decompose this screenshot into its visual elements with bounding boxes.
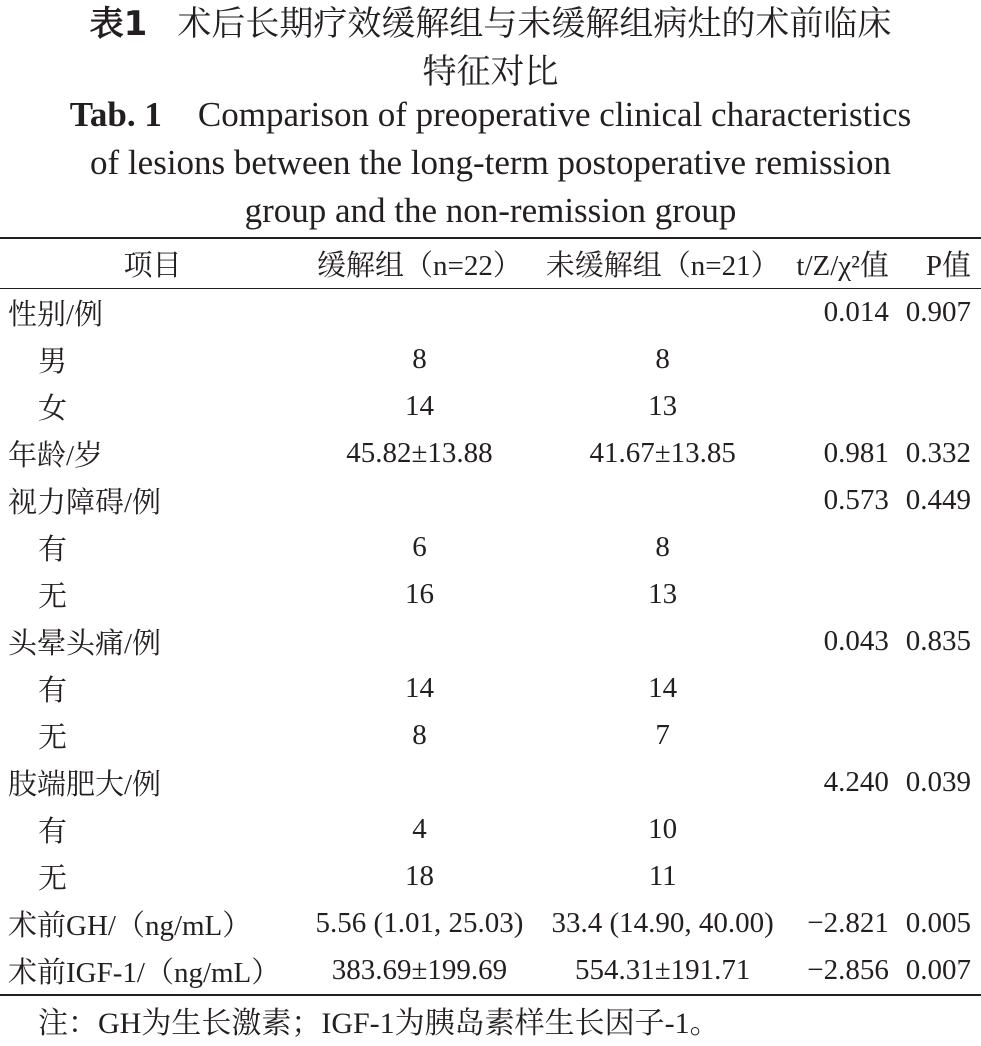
table-body bbox=[0, 289, 981, 996]
cell-non-remission bbox=[534, 759, 792, 806]
table-row bbox=[0, 759, 981, 806]
table-title-chinese bbox=[0, 0, 981, 97]
header-item: 项目 bbox=[123, 250, 182, 282]
cell-item: 肢端肥大/例 bbox=[8, 769, 162, 801]
cell-statistic: −2.821 bbox=[807, 907, 889, 939]
cell-non-remission: 33.4 (14.90, 40.00) bbox=[551, 907, 774, 939]
title-en-line-3: group and the non-remission group bbox=[244, 191, 737, 230]
cell-item: 男 bbox=[38, 346, 68, 378]
cell-remission: 6 bbox=[412, 531, 427, 563]
cell-item: 无 bbox=[38, 863, 68, 895]
cell-remission bbox=[305, 477, 534, 524]
cell-item: 性别/例 bbox=[8, 299, 104, 331]
cell-non-remission: 14 bbox=[648, 672, 678, 704]
cell-non-remission: 10 bbox=[648, 813, 678, 845]
cell-p-value: 0.039 bbox=[905, 766, 971, 798]
cell-remission: 16 bbox=[404, 578, 434, 610]
cell-item: 无 bbox=[38, 581, 68, 613]
cell-remission: 383.69±199.69 bbox=[331, 954, 508, 986]
table-row bbox=[0, 900, 981, 947]
cell-p-value: 0.449 bbox=[905, 484, 971, 516]
cell-remission bbox=[305, 618, 534, 665]
title-cn-text: 术后长期疗效缓解组与未缓解组病灶的术前临床 bbox=[177, 6, 892, 43]
table-label-en: Tab. 1 bbox=[69, 95, 162, 134]
table-row bbox=[0, 806, 981, 853]
table-row bbox=[0, 524, 981, 571]
cell-item: 有 bbox=[38, 675, 68, 707]
header-remission: 缓解组（n=22） bbox=[317, 250, 522, 282]
cell-statistic: 0.043 bbox=[823, 625, 889, 657]
table-row bbox=[0, 571, 981, 618]
cell-p-value bbox=[889, 665, 981, 712]
title-en-text: Comparison of preoperative clinical characteristics bbox=[197, 95, 912, 134]
cell-item: 术前GH/（ng/mL） bbox=[8, 910, 252, 942]
cell-item: 头晕头痛/例 bbox=[8, 628, 162, 660]
cell-statistic: 0.014 bbox=[823, 296, 889, 328]
cell-item: 有 bbox=[38, 816, 68, 848]
cell-p-value: 0.005 bbox=[905, 907, 971, 939]
cell-p-value: 0.835 bbox=[905, 625, 971, 657]
cell-item: 术前IGF-1/（ng/mL） bbox=[8, 957, 281, 989]
cell-non-remission: 554.31±191.71 bbox=[574, 954, 751, 986]
cell-statistic bbox=[791, 665, 888, 712]
cell-remission: 5.56 (1.01, 25.03) bbox=[315, 907, 524, 939]
cell-remission: 4 bbox=[412, 813, 427, 845]
cell-p-value bbox=[889, 336, 981, 383]
cell-p-value: 0.332 bbox=[905, 437, 971, 469]
table-row bbox=[0, 430, 981, 477]
title-cn-line-1 bbox=[0, 0, 981, 49]
cell-statistic bbox=[791, 571, 888, 618]
cell-remission bbox=[305, 759, 534, 806]
cell-item: 有 bbox=[38, 534, 68, 566]
cell-statistic bbox=[791, 853, 888, 900]
cell-non-remission: 41.67±13.85 bbox=[589, 437, 736, 469]
cell-item: 女 bbox=[38, 393, 68, 425]
table-row bbox=[0, 947, 981, 995]
cell-non-remission: 11 bbox=[648, 860, 677, 892]
cell-remission: 18 bbox=[404, 860, 434, 892]
header-non-remission: 未缓解组（n=21） bbox=[545, 250, 780, 282]
cell-non-remission: 13 bbox=[648, 578, 678, 610]
cell-p-value bbox=[889, 806, 981, 853]
table-row bbox=[0, 618, 981, 665]
cell-statistic: 0.981 bbox=[823, 437, 889, 469]
table-row bbox=[0, 289, 981, 337]
header-statistic: t/Z/χ²值 bbox=[796, 250, 889, 282]
cell-item: 无 bbox=[38, 722, 68, 754]
cell-remission: 8 bbox=[412, 343, 427, 375]
cell-non-remission bbox=[534, 477, 792, 524]
cell-remission: 8 bbox=[412, 719, 427, 751]
table-label-cn: 表1 bbox=[89, 4, 148, 44]
cell-remission: 45.82±13.88 bbox=[346, 437, 493, 469]
cell-non-remission bbox=[534, 289, 792, 337]
cell-non-remission: 8 bbox=[655, 531, 670, 563]
table-row bbox=[0, 477, 981, 524]
table-title-english bbox=[0, 91, 981, 235]
cell-statistic: −2.856 bbox=[807, 954, 889, 986]
cell-remission: 14 bbox=[404, 672, 434, 704]
title-en-line-1 bbox=[0, 91, 981, 139]
title-en-line-2: of lesions between the long-term postoperative remission bbox=[90, 143, 891, 182]
table-row bbox=[0, 853, 981, 900]
comparison-table bbox=[0, 237, 981, 996]
cell-item: 视力障碍/例 bbox=[8, 487, 162, 519]
cell-statistic: 0.573 bbox=[823, 484, 889, 516]
cell-p-value: 0.007 bbox=[905, 954, 971, 986]
table-row bbox=[0, 665, 981, 712]
cell-non-remission: 8 bbox=[655, 343, 670, 375]
cell-p-value bbox=[889, 853, 981, 900]
cell-statistic bbox=[791, 383, 888, 430]
cell-non-remission: 7 bbox=[655, 719, 670, 751]
cell-statistic bbox=[791, 524, 888, 571]
cell-p-value: 0.907 bbox=[905, 296, 971, 328]
cell-remission: 14 bbox=[404, 390, 434, 422]
table-row bbox=[0, 336, 981, 383]
cell-statistic: 4.240 bbox=[823, 766, 889, 798]
cell-statistic bbox=[791, 336, 888, 383]
table-row bbox=[0, 712, 981, 759]
cell-non-remission: 13 bbox=[648, 390, 678, 422]
cell-remission bbox=[305, 289, 534, 337]
cell-p-value bbox=[889, 571, 981, 618]
cell-p-value bbox=[889, 383, 981, 430]
header-p-value: P值 bbox=[925, 250, 971, 282]
cell-p-value bbox=[889, 712, 981, 759]
title-cn-line-2: 特征对比 bbox=[422, 54, 559, 91]
table-footnote: 注：GH为生长激素；IGF-1为胰岛素样生长因子-1。 bbox=[38, 1007, 720, 1040]
cell-statistic bbox=[791, 806, 888, 853]
cell-statistic bbox=[791, 712, 888, 759]
cell-item: 年龄/岁 bbox=[8, 440, 104, 472]
table-row bbox=[0, 383, 981, 430]
cell-p-value bbox=[889, 524, 981, 571]
cell-non-remission bbox=[534, 618, 792, 665]
table-header-row bbox=[0, 238, 981, 289]
